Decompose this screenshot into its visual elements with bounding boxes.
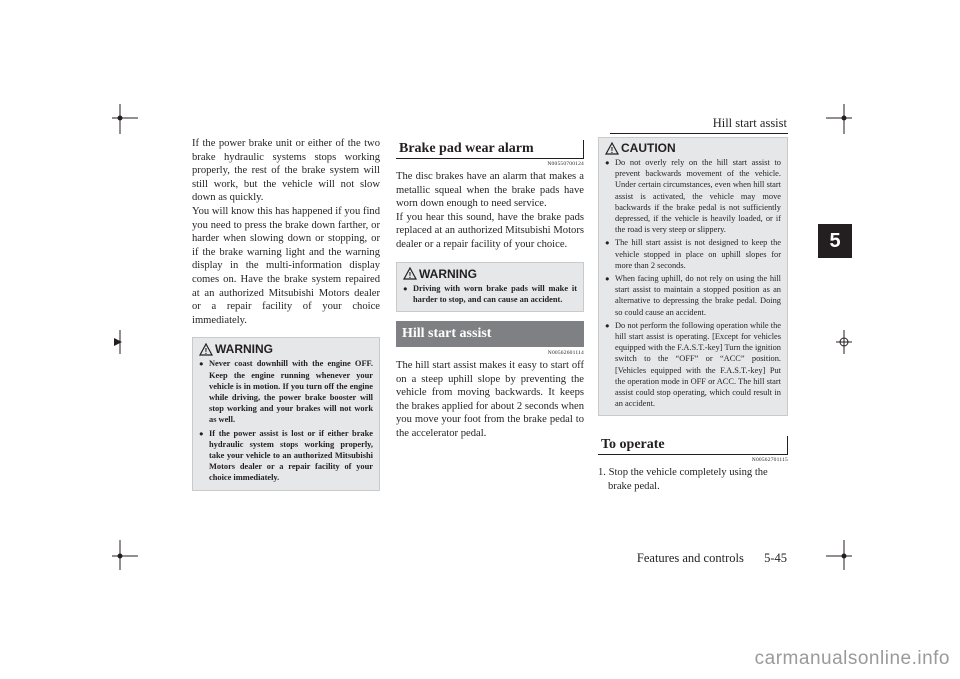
brake-pad-paragraph-2: If you hear this sound, have the brake pads replaced at an authorized Mitsubishi Motors dealer or a repair facility of your choice. bbox=[396, 211, 584, 250]
hill-start-heading: Hill start assist bbox=[402, 325, 492, 341]
heading-rule-end bbox=[583, 140, 584, 158]
brake-pad-code: N00550700124 bbox=[547, 161, 584, 167]
to-operate-heading-bar bbox=[598, 433, 788, 455]
header-rule bbox=[610, 133, 788, 134]
brake-failure-paragraph: You will know this has happened if you find you need to press the brake down farther, or harder when slowing down or stopping, or if the brake warning light and the warning display in the multi-information display comes on. Have the brake system repaired at an authorized Mitsubishi Motors dealer or a repair facility of your choice immediately. bbox=[192, 205, 380, 326]
crop-mark-bottom-left bbox=[112, 540, 138, 570]
to-operate-heading: To operate bbox=[601, 437, 665, 453]
page-footer bbox=[637, 551, 787, 566]
to-operate-code: N00562701115 bbox=[751, 457, 788, 464]
warning-item: ● Never coast downhill with the engine OFF. Keep the engine running whenever your vehicle is in motion. If you turn off the engine while driving, the power brake booster will stop working and your brakes will not work as well. bbox=[199, 358, 373, 425]
warning-triangle-icon bbox=[199, 343, 213, 356]
middle-column bbox=[396, 137, 584, 441]
warning-header bbox=[397, 263, 583, 283]
caution-item: ● The hill start assist is not designed to keep the vehicle stopped in place on uphill slopes for more than 2 seconds. bbox=[605, 237, 781, 271]
warning-title: WARNING bbox=[419, 266, 477, 281]
svg-text:!: ! bbox=[610, 145, 614, 155]
warning-header bbox=[193, 338, 379, 358]
hill-start-code: N00562601114 bbox=[547, 349, 584, 356]
caution-item: ● Do not perform the following operation while the hill start assist is operating. [Except for vehicles equipped with the F.A.S.T.-key] Turn the ignition switch to the “OFF” or “ACC” position. [Vehicles equipped with the F.A.S.T.-key] Put the operation mode in OFF or ACC. The hill start assist could stop operating, which could result in an accident. bbox=[605, 320, 781, 410]
warning-box-power-brake bbox=[192, 337, 380, 490]
caution-title: CAUTION bbox=[621, 141, 676, 155]
caution-triangle-icon bbox=[605, 142, 619, 155]
svg-text:!: ! bbox=[204, 346, 208, 356]
chapter-tab: 5 bbox=[818, 224, 852, 258]
warning-item: ● Driving with worn brake pads will make it harder to stop, and can cause an accident. bbox=[403, 283, 577, 305]
hill-start-paragraph: The hill start assist makes it easy to start off on a steep uphill slope by preventing the vehicle from moving backwards. It keeps the brakes applied for about 2 seconds when you move your foot from the brake pedal to the accelerator pedal. bbox=[396, 359, 584, 439]
page-number: 5-45 bbox=[764, 551, 787, 565]
warning-list bbox=[397, 283, 583, 311]
caution-header bbox=[599, 138, 787, 157]
crop-mark-top-right bbox=[826, 104, 852, 134]
caution-item: ● Do not overly rely on the hill start assist to prevent backwards movement of the vehicle. Under certain circumstances, even when hill start assist is activated, the vehicle may move backwards if the brake pedal is not sufficiently depressed, if the vehicle is heavily loaded, or if the road is very steep or slippery. bbox=[605, 157, 781, 235]
caution-list bbox=[599, 157, 787, 415]
caution-box bbox=[598, 137, 788, 416]
warning-item: ● If the power assist is lost or if either brake hydraulic system stops working properly, take your vehicle to an authorized Mitsubishi Motors dealer or a repair facility of your choice immediately. bbox=[199, 428, 373, 484]
brake-pad-paragraph-1: The disc brakes have an alarm that makes a metallic squeal when the brake pads have worn down enough to need service. bbox=[396, 171, 584, 210]
intro-paragraph: If the power brake unit or either of the two brake hydraulic systems stops working properly, the rest of the brake system will still work, but the vehicle will not slow down as quickly. bbox=[192, 138, 380, 204]
crop-mark-bottom-right bbox=[826, 540, 852, 570]
crop-mark-mid-left bbox=[112, 330, 138, 354]
heading-rule-end bbox=[787, 436, 788, 454]
right-column bbox=[598, 137, 788, 494]
footer-section: Features and controls bbox=[636, 551, 744, 565]
page-header-title: Hill start assist bbox=[712, 116, 787, 130]
brake-pad-heading: Brake pad wear alarm bbox=[399, 141, 534, 156]
brake-pad-heading-bar bbox=[396, 137, 584, 159]
warning-triangle-icon bbox=[403, 267, 417, 280]
crop-mark-mid-right bbox=[826, 330, 852, 354]
hill-start-heading-bar bbox=[396, 321, 584, 347]
warning-box-brake-pads bbox=[396, 262, 584, 312]
to-operate-step-1: 1. Stop the vehicle completely using the brake pedal. bbox=[598, 467, 768, 493]
watermark: carmanualsonline.info bbox=[754, 648, 950, 669]
warning-list bbox=[193, 358, 379, 489]
warning-title: WARNING bbox=[215, 342, 273, 357]
left-column bbox=[192, 137, 380, 491]
caution-item: ● When facing uphill, do not rely on using the hill start assist to maintain a stopped position as an alternative to depressing the brake pedal. Doing so could cause an accident. bbox=[605, 273, 781, 318]
svg-text:!: ! bbox=[408, 271, 412, 281]
crop-mark-top-left bbox=[112, 104, 138, 134]
